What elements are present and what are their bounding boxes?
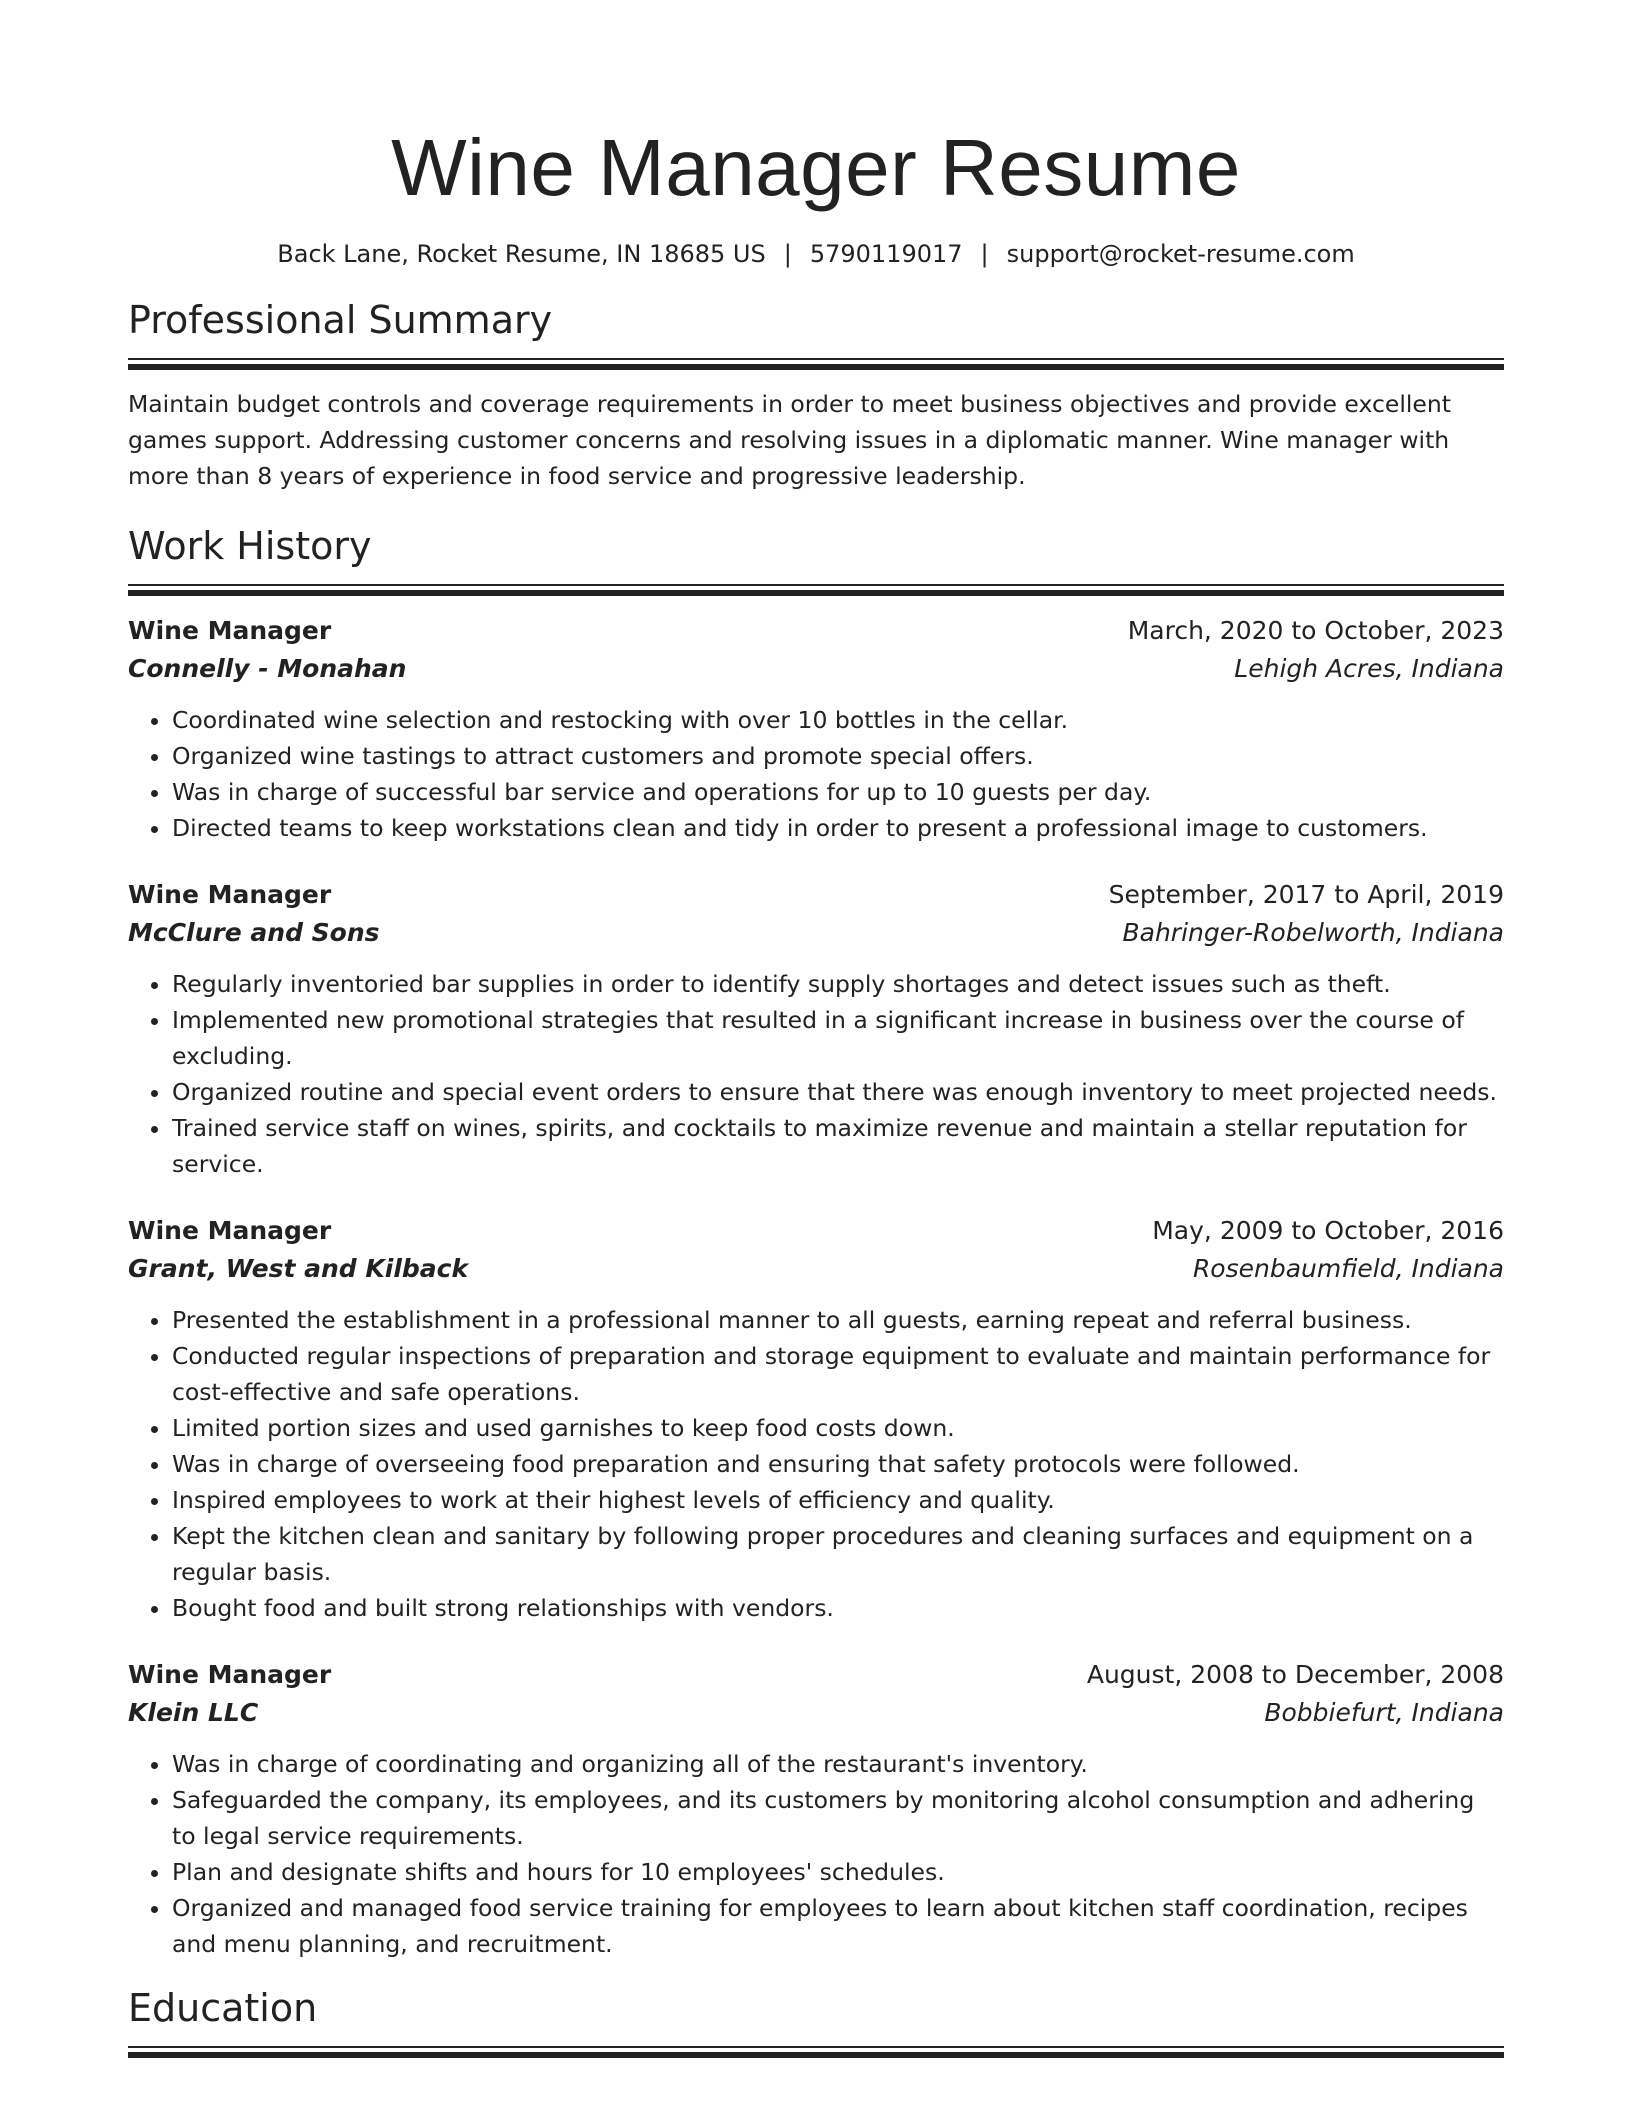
work-history-section <box>128 522 1504 1962</box>
education-section <box>128 1984 1504 2058</box>
job-header-row <box>128 612 1504 650</box>
job-location: Rosenbaumfield, Indiana <box>1192 1254 1504 1283</box>
list-item: • Organized and managed food service training for employees to learn about kitchen staff coordination, recipes and menu planning, and recruitment. <box>172 1890 1504 1962</box>
job-entry <box>128 612 1504 846</box>
contact-address: Back Lane, Rocket Resume, IN 18685 US <box>277 240 766 268</box>
list-item: • Bought food and built strong relationships with vendors. <box>172 1590 1504 1626</box>
list-item: • Inspired employees to work at their highest levels of efficiency and quality. <box>172 1482 1504 1518</box>
contact-email: support@rocket-resume.com <box>1006 240 1355 268</box>
list-item: • Directed teams to keep workstations clean and tidy in order to present a professional image to customers. <box>172 810 1504 846</box>
job-location: Lehigh Acres, Indiana <box>1234 654 1504 683</box>
list-item: • Was in charge of coordinating and organizing all of the restaurant's inventory. <box>172 1746 1504 1782</box>
contact-separator: | <box>980 240 989 268</box>
job-entry <box>128 876 1504 1182</box>
list-item: • Was in charge of successful bar service and operations for up to 10 guests per day. <box>172 774 1504 810</box>
list-item: • Conducted regular inspections of preparation and storage equipment to evaluate and maintain performance for cost-effective and safe operations. <box>172 1338 1504 1410</box>
section-divider <box>128 2046 1504 2048</box>
job-entry <box>128 1212 1504 1626</box>
list-item: • Implemented new promotional strategies that resulted in a significant increase in business over the course of excluding. <box>172 1002 1504 1074</box>
list-item: • Trained service staff on wines, spirits, and cocktails to maximize revenue and maintain a stellar reputation for service. <box>172 1110 1504 1182</box>
job-company-row <box>128 914 1504 952</box>
job-title: Wine Manager <box>128 616 332 645</box>
job-list <box>128 612 1504 1962</box>
list-item: • Coordinated wine selection and restocking with over 10 bottles in the cellar. <box>172 702 1504 738</box>
contact-phone: 5790119017 <box>809 240 963 268</box>
list-item: • Organized wine tastings to attract customers and promote special offers. <box>172 738 1504 774</box>
education-heading: Education <box>128 1986 318 2030</box>
job-dates: May, 2009 to October, 2016 <box>1152 1216 1504 1245</box>
job-company: Klein LLC <box>128 1698 259 1727</box>
section-divider-thick <box>128 590 1504 596</box>
list-item: • Presented the establishment in a professional manner to all guests, earning repeat and referral business. <box>172 1302 1504 1338</box>
job-entry <box>128 1656 1504 1962</box>
job-header-row <box>128 876 1504 914</box>
list-item: • Plan and designate shifts and hours for 10 employees' schedules. <box>172 1854 1504 1890</box>
resume-title: Wine Manager Resume <box>391 123 1241 212</box>
list-item: • Organized routine and special event orders to ensure that there was enough inventory to meet projected needs. <box>172 1074 1504 1110</box>
job-bullet-list <box>128 1746 1504 1962</box>
job-company-row <box>128 650 1504 688</box>
section-divider-thick <box>128 2052 1504 2058</box>
job-title: Wine Manager <box>128 880 332 909</box>
job-location: Bobbiefurt, Indiana <box>1264 1698 1504 1727</box>
job-location: Bahringer-Robelworth, Indiana <box>1122 918 1504 947</box>
job-header-row <box>128 1656 1504 1694</box>
list-item: • Safeguarded the company, its employees, and its customers by monitoring alcohol consumption and adhering to legal service requirements. <box>172 1782 1504 1854</box>
job-company: Connelly - Monahan <box>128 654 407 683</box>
job-bullet-list <box>128 966 1504 1182</box>
job-company-row <box>128 1250 1504 1288</box>
work-history-heading: Work History <box>128 524 372 568</box>
section-divider <box>128 584 1504 586</box>
contact-line <box>128 238 1504 270</box>
summary-text: Maintain budget controls and coverage requirements in order to meet business objectives and provide excellent games support. Addressing customer concerns and resolving issues in a diplomatic manner. Wine manager with more than 8 years of experience in food service and progressive leadership. <box>128 390 1451 490</box>
job-header-row <box>128 1212 1504 1250</box>
section-divider-thick <box>128 364 1504 370</box>
summary-heading: Professional Summary <box>128 298 553 342</box>
job-company: McClure and Sons <box>128 918 380 947</box>
section-divider <box>128 358 1504 360</box>
job-title: Wine Manager <box>128 1660 332 1689</box>
list-item: • Kept the kitchen clean and sanitary by following proper procedures and cleaning surfaces and equipment on a regular basis. <box>172 1518 1504 1590</box>
list-item: • Was in charge of overseeing food preparation and ensuring that safety protocols were followed. <box>172 1446 1504 1482</box>
job-company-row <box>128 1694 1504 1732</box>
list-item: • Limited portion sizes and used garnishes to keep food costs down. <box>172 1410 1504 1446</box>
job-bullet-list <box>128 1302 1504 1626</box>
job-dates: August, 2008 to December, 2008 <box>1086 1660 1504 1689</box>
contact-separator: | <box>783 240 792 268</box>
job-dates: September, 2017 to April, 2019 <box>1108 880 1504 909</box>
list-item: • Regularly inventoried bar supplies in order to identify supply shortages and detect issues such as theft. <box>172 966 1504 1002</box>
job-dates: March, 2020 to October, 2023 <box>1127 616 1504 645</box>
job-company: Grant, West and Kilback <box>128 1254 469 1283</box>
job-title: Wine Manager <box>128 1216 332 1245</box>
summary-section <box>128 296 1504 494</box>
job-bullet-list <box>128 702 1504 846</box>
